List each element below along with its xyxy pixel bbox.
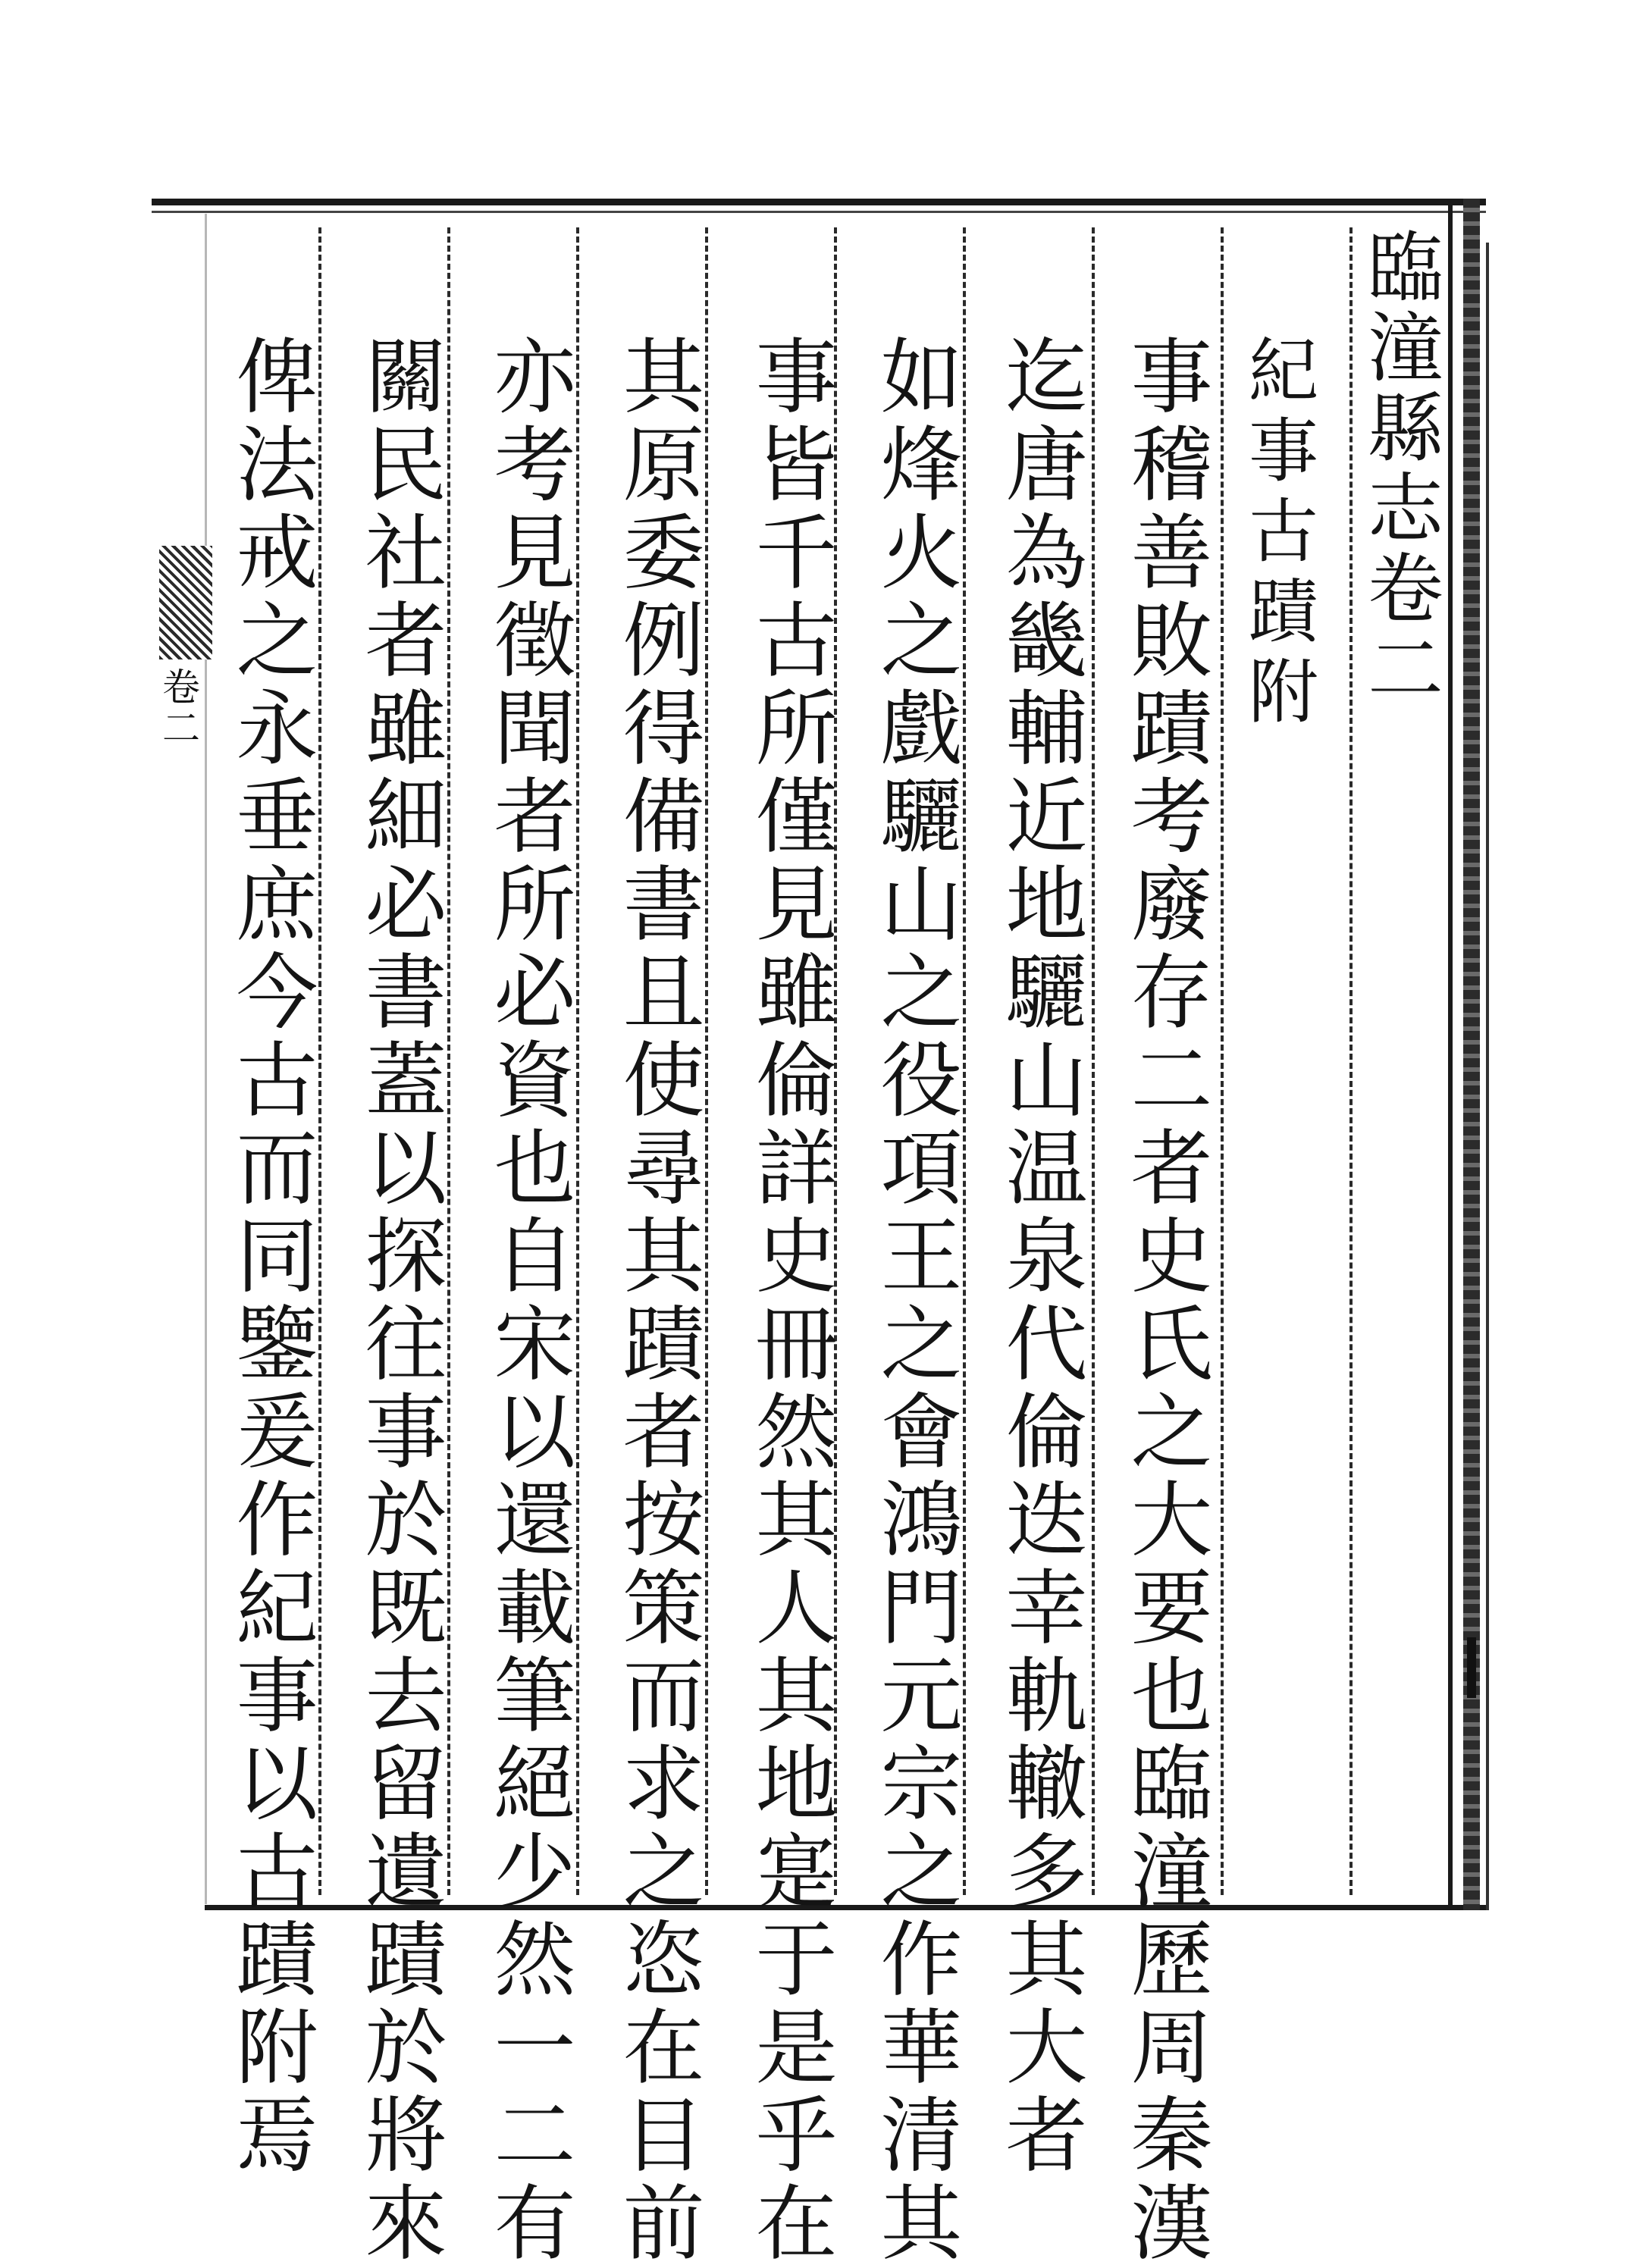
section-heading: 紀事古蹟附 <box>1237 334 1318 735</box>
text-column-6: 亦考見徵聞者所必資也自宋以還載筆絕少然一二有 <box>480 334 575 2268</box>
text-column-8: 俾法戒之永垂庶今古而同鑒爰作紀事以古蹟附焉 <box>222 334 317 2180</box>
column-divider <box>447 227 450 1895</box>
text-column-1: 事稽善敗蹟考廢存二者史氏之大要也臨潼歷周秦漢 <box>1117 334 1212 2268</box>
text-column-7: 關民社者雖細必書蓋以探往事於既去留遺蹟於將來 <box>351 334 446 2268</box>
top-border-rule <box>152 199 1486 205</box>
column-divider <box>318 227 321 1895</box>
column-divider <box>705 227 708 1895</box>
column-divider <box>1221 227 1224 1895</box>
text-column-3: 如烽火之戲驪山之役項王之會鴻門元宗之作華清其 <box>867 334 961 2268</box>
previous-leaf-edge <box>159 546 212 659</box>
column-divider <box>1092 227 1095 1895</box>
text-column-2: 迄唐為畿輔近地驪山温泉代倫迭幸軌轍多其大者 <box>992 334 1086 2180</box>
column-divider <box>576 227 579 1895</box>
spine-fishtail-mark <box>1467 1637 1476 1698</box>
text-column-4: 事皆千古所僅見雖倫詳史冊然其人其地寔于是乎在 <box>741 334 836 2268</box>
text-column-5: 其原委例得備書且使尋其蹟者按策而求之恣在目前 <box>609 334 704 2268</box>
previous-leaf-label: 卷二 <box>156 667 200 749</box>
top-border-inner-rule <box>152 211 1486 213</box>
book-title: 臨潼縣志卷二 <box>1355 227 1443 710</box>
column-divider <box>963 227 966 1895</box>
spine-outer-rule <box>1448 199 1453 1910</box>
left-border-rule <box>205 214 207 1904</box>
spine-edge-rule <box>1486 243 1489 1910</box>
